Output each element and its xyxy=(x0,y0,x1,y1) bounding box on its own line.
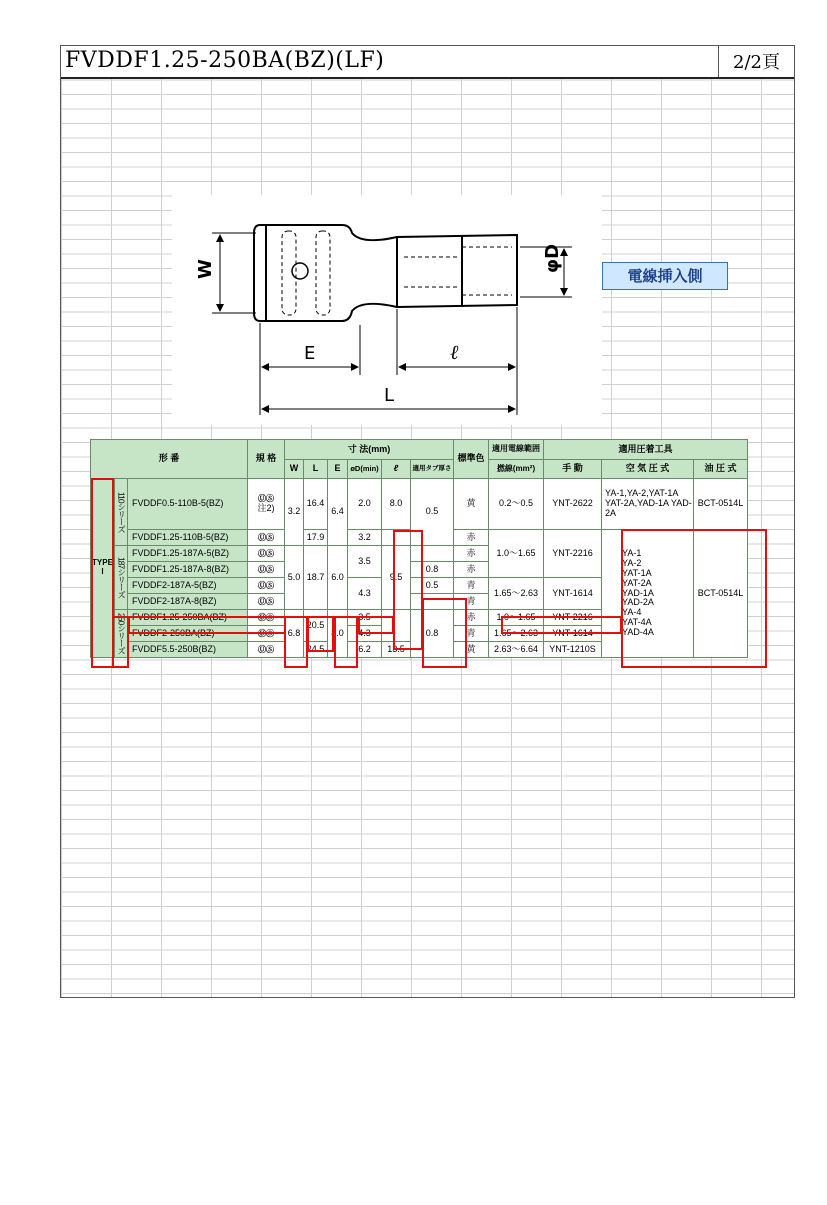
model-cell: FVDDF2-187A-5(BZ) xyxy=(128,578,248,594)
e-cell: 6.0 xyxy=(328,546,348,610)
header-ell: ℓ xyxy=(382,460,411,479)
range-cell: 2.63～6.64 xyxy=(489,642,544,658)
header-color: 標準色 xyxy=(454,440,489,479)
ul-csa-mark: ⓊⓈ xyxy=(258,644,274,654)
od-cell: 3.5 xyxy=(348,610,382,626)
tool-item: YA-4 xyxy=(622,607,642,618)
l-cell: 18.7 xyxy=(304,546,328,610)
l-cell: 16.4 xyxy=(304,479,328,530)
page-number: 2/2頁 xyxy=(718,46,794,77)
title-bar xyxy=(61,46,794,79)
model-cell: FVDDF1.25-187A-8(BZ) xyxy=(128,562,248,578)
hydraulic-tool-cell: BCT-0514L xyxy=(694,530,748,658)
standard-cell xyxy=(248,562,285,578)
terminal-outline xyxy=(254,225,517,321)
color-cell: 赤 xyxy=(454,562,489,578)
standard-cell xyxy=(248,578,285,594)
manual-tool-cell: YNT-1614 xyxy=(544,626,602,642)
label-ell: ℓ xyxy=(450,340,459,364)
ell-cell xyxy=(382,610,411,642)
ul-csa-mark: ⓊⓈ xyxy=(258,494,274,504)
ul-csa-mark: ⓊⓈ xyxy=(258,596,274,606)
od-cell: 6.2 xyxy=(348,642,382,658)
color-cell: 青 xyxy=(454,594,489,610)
w-cell: 5.0 xyxy=(285,546,304,610)
od-cell: 4.3 xyxy=(348,578,382,610)
header-l: L xyxy=(304,460,328,479)
e-cell: 6.4 xyxy=(328,479,348,546)
header-model: 形 番 xyxy=(91,440,248,479)
tool-item: YAD-2A xyxy=(622,597,654,608)
header-dimensions: 寸 法(mm) xyxy=(285,440,454,460)
manual-tool-cell: YNT-1210S xyxy=(544,642,602,658)
model-cell: FVDDF2-250BA(BZ) xyxy=(128,626,248,642)
color-cell: 赤 xyxy=(454,530,489,546)
color-cell: 黄 xyxy=(454,479,489,530)
range-cell: 0.2～0.5 xyxy=(489,479,544,530)
label-l: L xyxy=(384,385,395,406)
header-standard: 規 格 xyxy=(248,440,285,479)
header-strand: 撚線(mm²) xyxy=(489,460,544,479)
tab-cell xyxy=(411,594,454,610)
tool-item: YAD-4A xyxy=(622,627,654,638)
hydraulic-tool-cell: BCT-0514L xyxy=(694,479,748,530)
ul-csa-mark: ⓊⓈ xyxy=(258,548,274,558)
color-cell: 赤 xyxy=(454,610,489,626)
series-110-label: 110シリーズ xyxy=(115,479,128,546)
tab-cell xyxy=(411,546,454,562)
range-cell: 1.65～2.63 xyxy=(489,578,544,610)
manual-tool-cell: YNT-2622 xyxy=(544,479,602,530)
w-cell: 3.2 xyxy=(285,479,304,546)
tab-cell: 0.8 xyxy=(411,610,454,658)
manual-tool-cell: YNT-1614 xyxy=(544,578,602,610)
label-phi-d: φD xyxy=(542,243,563,273)
model-cell: FVDDF0.5-110B-5(BZ) xyxy=(128,479,248,530)
tool-item: YAT-4A xyxy=(622,617,652,628)
model-cell: FVDDF1.25-110B-5(BZ) xyxy=(128,530,248,546)
w-cell: 6.8 xyxy=(285,610,304,658)
series-250-label: 250シリーズ xyxy=(115,610,128,658)
standard-cell xyxy=(248,530,285,546)
od-cell: 4.3 xyxy=(348,626,382,642)
model-cell: FVDDF1.25-250BA(BZ) xyxy=(128,610,248,626)
tool-item: YA-1 xyxy=(622,547,642,558)
color-cell: 青 xyxy=(454,578,489,594)
l-cell: 17.9 xyxy=(304,530,328,546)
series-187-label: 187シリーズ xyxy=(115,546,128,610)
tool-item: YAD-1A xyxy=(622,587,654,598)
ell-cell: 9.5 xyxy=(382,546,411,610)
standard-cell xyxy=(248,642,285,658)
header-e: E xyxy=(328,460,348,479)
tool-item: YAT-2A xyxy=(622,577,652,588)
color-cell: 青 xyxy=(454,626,489,642)
l-cell: 24.5 xyxy=(304,642,328,658)
ell-cell: 13.5 xyxy=(382,642,411,658)
tool-item: YA-2 xyxy=(622,557,642,568)
manual-tool-cell: YNT-2216 xyxy=(544,530,602,578)
tool-item: YAT-1A xyxy=(622,567,652,578)
standard-cell xyxy=(248,610,285,626)
pneumatic-tool-list xyxy=(602,530,694,658)
od-cell: 3.2 xyxy=(348,530,382,546)
e-cell: 8.0 xyxy=(328,610,348,658)
range-cell: 1.0～1.65 xyxy=(489,530,544,578)
header-tools: 適用圧着工具 xyxy=(544,440,748,460)
header-pneumatic: 空 気 圧 式 xyxy=(602,460,694,479)
ul-csa-mark: ⓊⓈ xyxy=(258,580,274,590)
model-cell: FVDDF1.25-187A-5(BZ) xyxy=(128,546,248,562)
l-cell: 20.5 xyxy=(304,610,328,642)
standard-cell xyxy=(248,479,285,530)
range-cell: 1.0～1.65 xyxy=(489,610,544,626)
header-wire-range: 適用電線範囲 xyxy=(489,440,544,460)
pneumatic-tool-cell: YA-1,YA-2,YAT-1A YAT-2A,YAD-1A YAD-2A xyxy=(602,479,694,530)
tab-cell: 0.5 xyxy=(411,578,454,594)
tab-cell: 0.5 xyxy=(411,479,454,546)
standard-cell xyxy=(248,546,285,562)
model-cell: FVDDF5.5-250B(BZ) xyxy=(128,642,248,658)
standard-cell xyxy=(248,594,285,610)
ul-csa-mark: ⓊⓈ xyxy=(258,532,274,542)
model-cell: FVDDF2-187A-8(BZ) xyxy=(128,594,248,610)
header-manual: 手 動 xyxy=(544,460,602,479)
type-label: TYPE I xyxy=(91,479,115,658)
ul-csa-mark: ⓊⓈ xyxy=(258,564,274,574)
od-cell: 3.5 xyxy=(348,546,382,578)
standard-cell xyxy=(248,626,285,642)
document-title: FVDDF1.25-250BA(BZ)(LF) xyxy=(65,48,385,73)
tab-cell: 0.8 xyxy=(411,562,454,578)
header-od: øD(min) xyxy=(348,460,382,479)
color-cell: 赤 xyxy=(454,546,489,562)
note-2: 注2) xyxy=(257,503,275,513)
label-w: W xyxy=(195,259,216,279)
header-hydraulic: 油 圧 式 xyxy=(694,460,748,479)
ell-cell xyxy=(382,530,411,546)
manual-tool-cell: YNT-2216 xyxy=(544,610,602,626)
ul-csa-mark: ⓊⓈ xyxy=(258,612,274,622)
wire-insert-side-label: 電線挿入側 xyxy=(602,262,728,290)
header-w: W xyxy=(285,460,304,479)
terminal-drawing-svg xyxy=(172,195,602,425)
od-cell: 2.0 xyxy=(348,479,382,530)
range-cell: 1.65～2.63 xyxy=(489,626,544,642)
spec-table xyxy=(90,439,748,658)
ell-cell: 8.0 xyxy=(382,479,411,530)
header-tab-thickness: 適用タブ厚さ xyxy=(411,460,454,479)
color-cell: 黄 xyxy=(454,642,489,658)
label-e: E xyxy=(304,343,316,364)
ul-csa-mark: ⓊⓈ xyxy=(258,628,274,638)
terminal-drawing xyxy=(172,195,602,425)
